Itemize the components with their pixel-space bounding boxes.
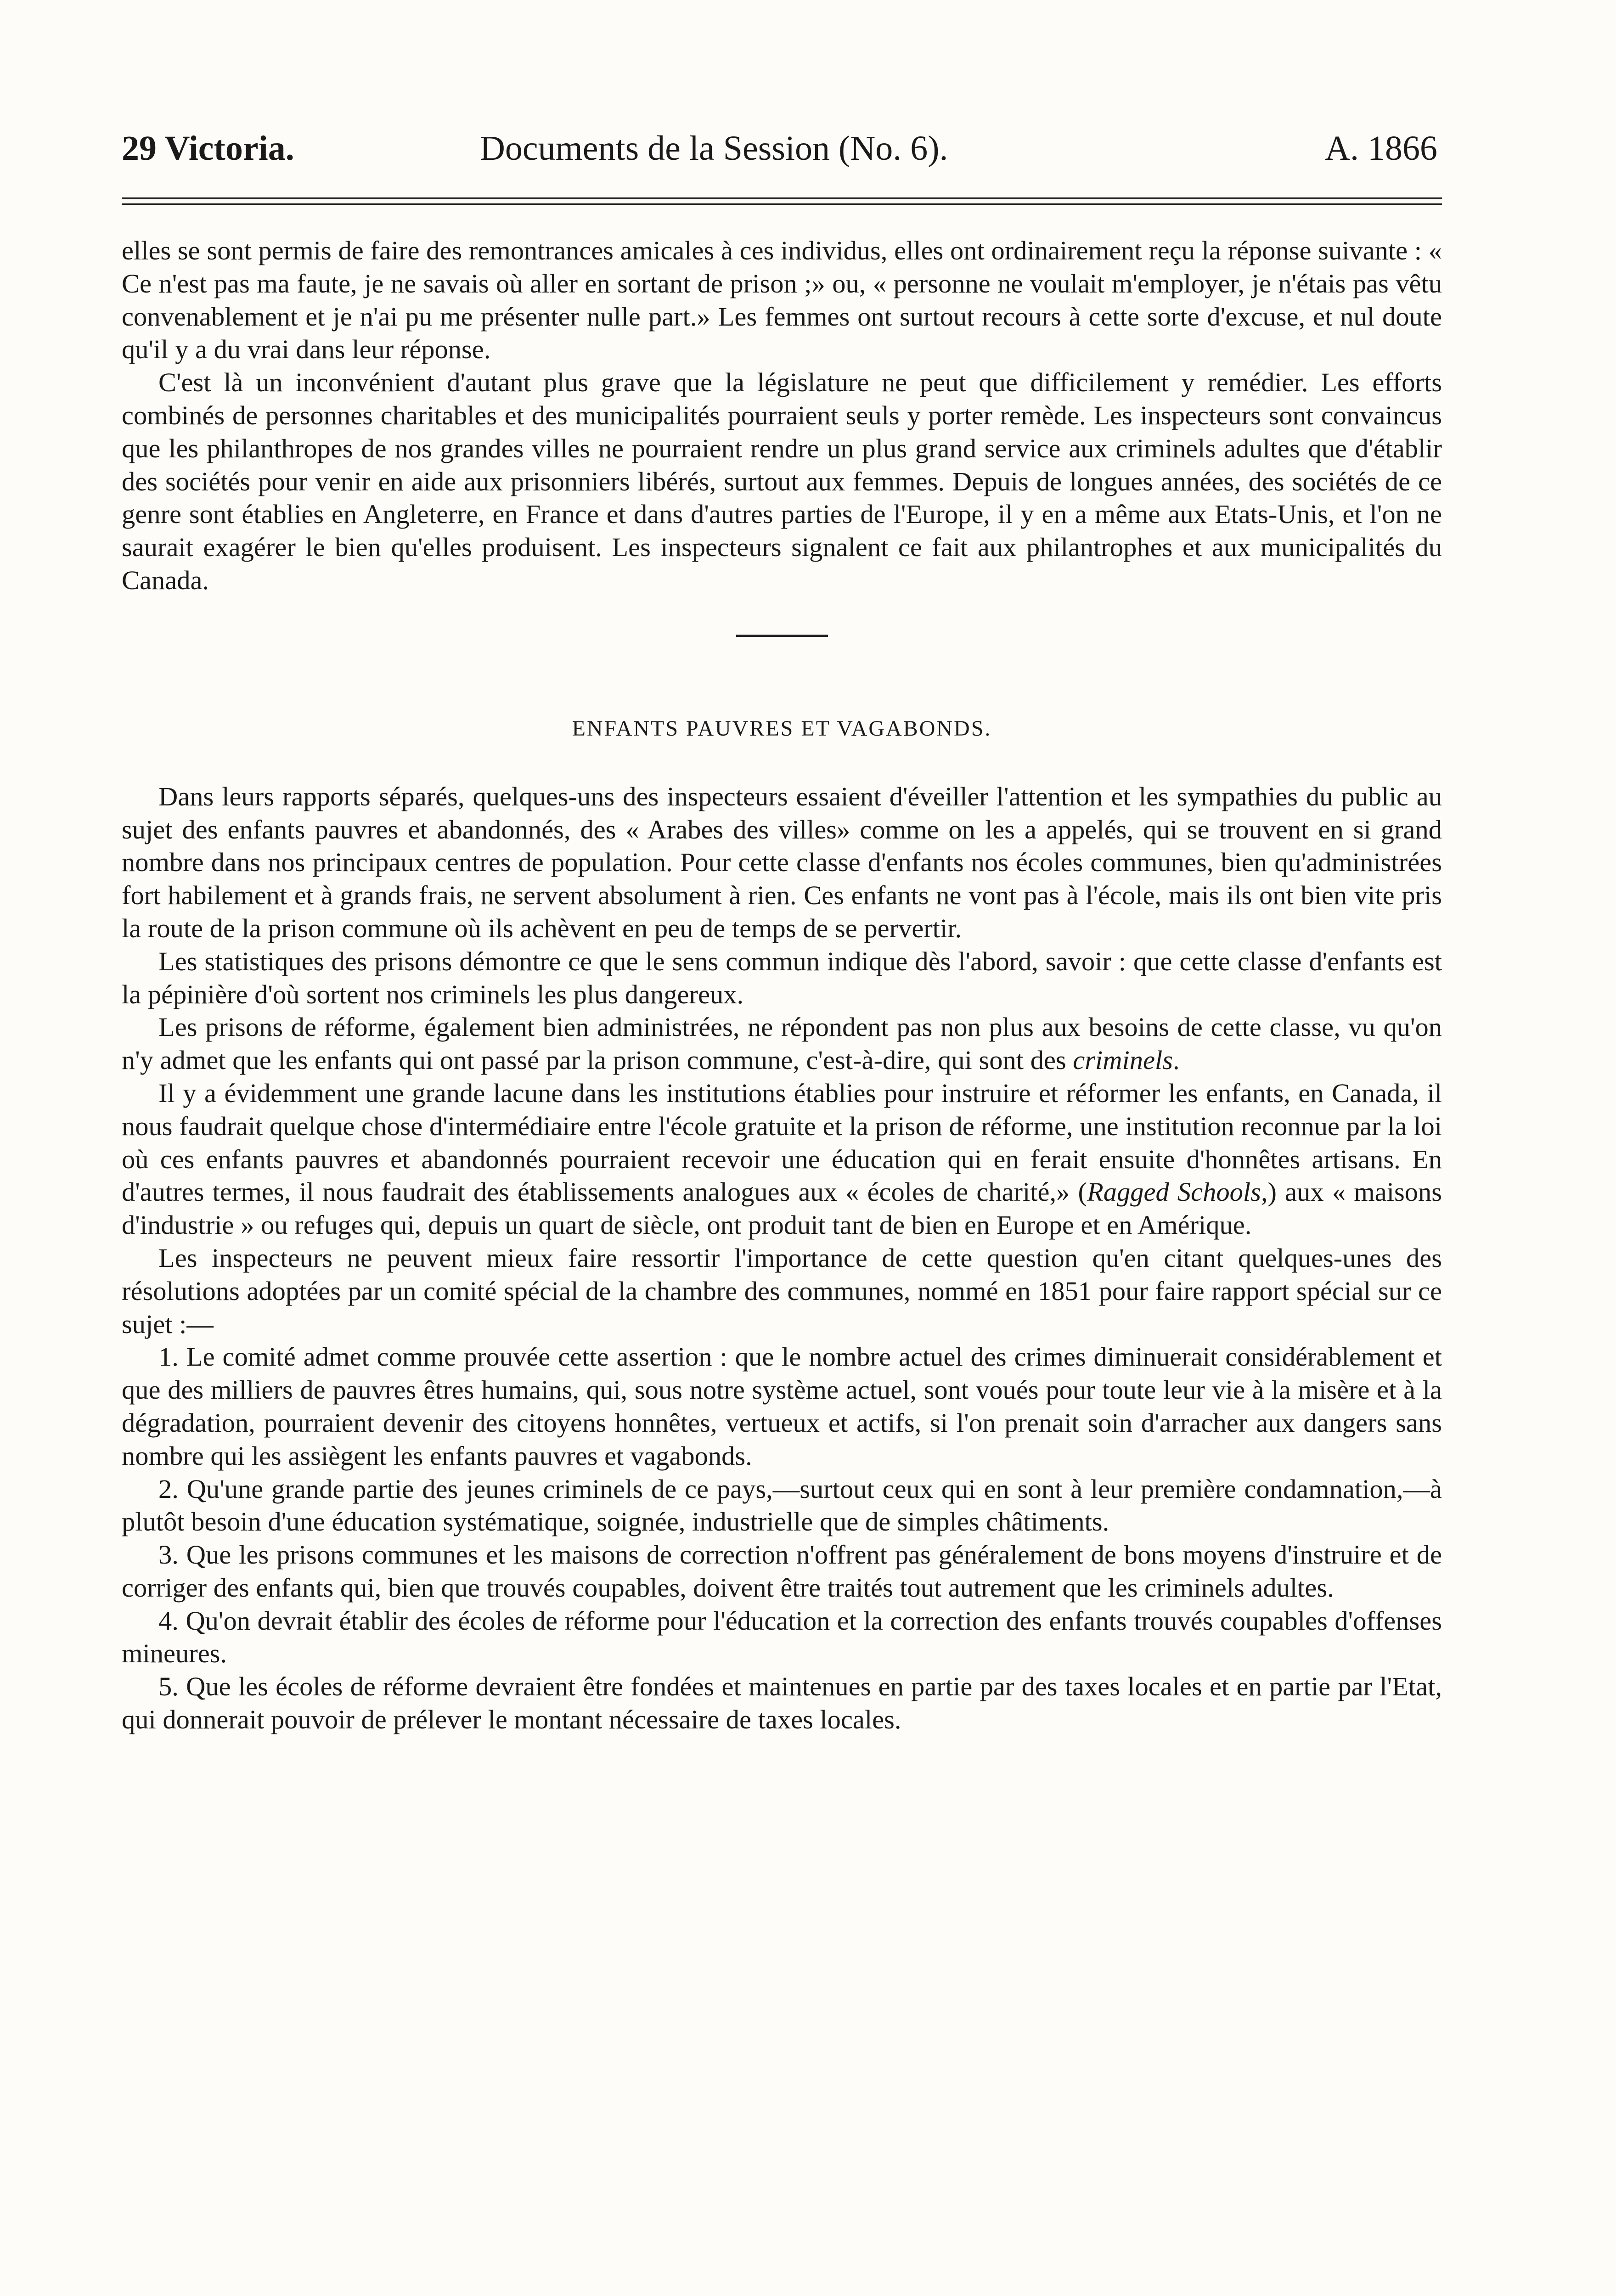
paragraph-text: Il y a évidemment une grande lacune dans les institutions établies pour instruire et réformer les enfants, en Canada, il nous faudrait quelque chose d'intermédiaire entre l'école gratuite et la prison de réforme, une institution reconnue par la loi où ces enfants pauvres et abandonnés pourraient recevoir une éducation qui en ferait ensuite d'honnêtes artisans. En d'autres termes, il nous faudrait des établissements analogues aux « écoles de charité,» (: [122, 1078, 1442, 1207]
resolution-item: 2. Qu'une grande partie des jeunes criminels de ce pays,—surtout ceux qui en sont à leur première condamnation,—à plutôt besoin d'une éducation systématique, soignée, industrielle que de simples châtiments.: [122, 1474, 1442, 1537]
paragraph: Dans leurs rapports séparés, quelques-uns des inspecteurs essaient d'éveiller l'attention et les sympathies du public au sujet des enfants pauvres et abandonnés, des « Arabes des villes» comme on les a appelés, qui se trouvent en si grand nombre dans nos principaux centres de population. Pour cette classe d'enfants nos écoles communes, bien qu'administrées fort habilement et à grands frais, ne servent absolument à rien. Ces enfants ne vont pas à l'école, mais ils ont bien vite pris la route de la prison commune où ils achèvent en peu de temps de se pervertir.: [122, 781, 1442, 943]
running-header: [122, 118, 1442, 178]
document-page: [122, 0, 1442, 2296]
paragraph: Les inspecteurs ne peuvent mieux faire ressortir l'importance de cette question qu'en citant quelques-unes des résolutions adoptées par un comité spécial de la chambre des communes, nommé en 1851 pour faire rapport spécial sur ce sujet :—: [122, 1243, 1442, 1339]
resolution-item: 5. Que les écoles de réforme devraient être fondées et maintenues en partie par des taxes locales et en partie par l'Etat, qui donnerait pouvoir de prélever le montant nécessaire de taxes locales.: [122, 1671, 1442, 1735]
resolution-item: 4. Qu'on devrait établir des écoles de réforme pour l'éducation et la correction des enfants trouvés coupables d'offenses mineures.: [122, 1605, 1442, 1669]
paragraph: C'est là un inconvénient d'autant plus grave que la législature ne peut que difficilement y remédier. Les efforts combinés de personnes charitables et des municipalités pourraient seuls y porter remède. Les inspecteurs sont convaincus que les philanthropes de nos grandes villes ne pourraient rendre un plus grand service aux criminels adultes que d'établir des sociétés pour venir en aide aux prisonniers libérés, surtout aux femmes. Depuis de longues années, des sociétés de ce genre sont établies en Angleterre, en France et dans d'autres parties de l'Europe, il y en a même aux Etats-Unis, et l'on ne saurait exagérer le bien qu'elles produisent. Les inspecteurs signalent ce fait aux philantrophes et aux municipalités du Canada.: [122, 367, 1442, 595]
italic-term: Ragged Schools,: [1087, 1177, 1268, 1207]
paragraph: [122, 1077, 1442, 1242]
header-title: Documents de la Session (No. 6).: [480, 129, 948, 168]
paragraph-text: .: [1173, 1045, 1180, 1075]
continuation-paragraph: elles se sont permis de faire des remontrances amicales à ces individus, elles ont ordinairement reçu la réponse suivante : « Ce n'est pas ma faute, je ne savais où aller en sortant de prison ;» ou, « personne ne voulait m'employer, je n'étais pas vêtu convenablement et je n'ai pu me présenter nulle part.» Les femmes ont surtout recours à cette sorte d'excuse, et nul doute qu'il y a du vrai dans leur réponse.: [122, 236, 1442, 365]
header-year: 29 Victoria.: [122, 129, 294, 168]
paragraph: Les statistiques des prisons démontre ce que le sens commun indique dès l'abord, savoir : que cette classe d'enfants est la pépinière d'où sortent nos criminels les plus dangereux.: [122, 946, 1442, 1009]
section-heading: ENFANTS PAUVRES ET VAGABONDS.: [572, 716, 992, 741]
italic-term: criminels: [1073, 1045, 1173, 1075]
header-session: A. 1866: [1325, 129, 1437, 168]
paragraph-text: Les prisons de réforme, également bien administrées, ne répondent pas non plus aux besoins de cette classe, vu qu'on n'y admet que les enfants qui ont passé par la prison commune, c'est-à-dire, qui sont des: [122, 1012, 1442, 1075]
resolution-item: 3. Que les prisons communes et les maisons de correction n'offrent pas généralement de bons moyens d'instruire et de corriger des enfants qui, bien que trouvés coupables, doivent être traités tout autrement que les criminels adultes.: [122, 1540, 1442, 1603]
section-divider: [736, 635, 828, 637]
paragraph-text: ) aux « maisons d'industrie » ou refuges qui, depuis un quart de siècle, ont produit tant de bien en Europe et en Amérique.: [122, 1177, 1442, 1240]
resolution-item: 1. Le comité admet comme prouvée cette assertion : que le nombre actuel des crimes diminuerait considérablement et que des milliers de pauvres êtres humains, qui, sous notre système actuel, sont voués pour toute leur vie à la misère et à la dégradation, pourraient devenir des citoyens honnêtes, vertueux et actifs, si l'on prenait soin d'arracher aux dangers sans nombre qui les assiègent les enfants pauvres et vagabonds.: [122, 1342, 1442, 1471]
paragraph: [122, 1011, 1442, 1077]
body-text: [122, 234, 1442, 1736]
header-double-rule: [122, 197, 1442, 205]
